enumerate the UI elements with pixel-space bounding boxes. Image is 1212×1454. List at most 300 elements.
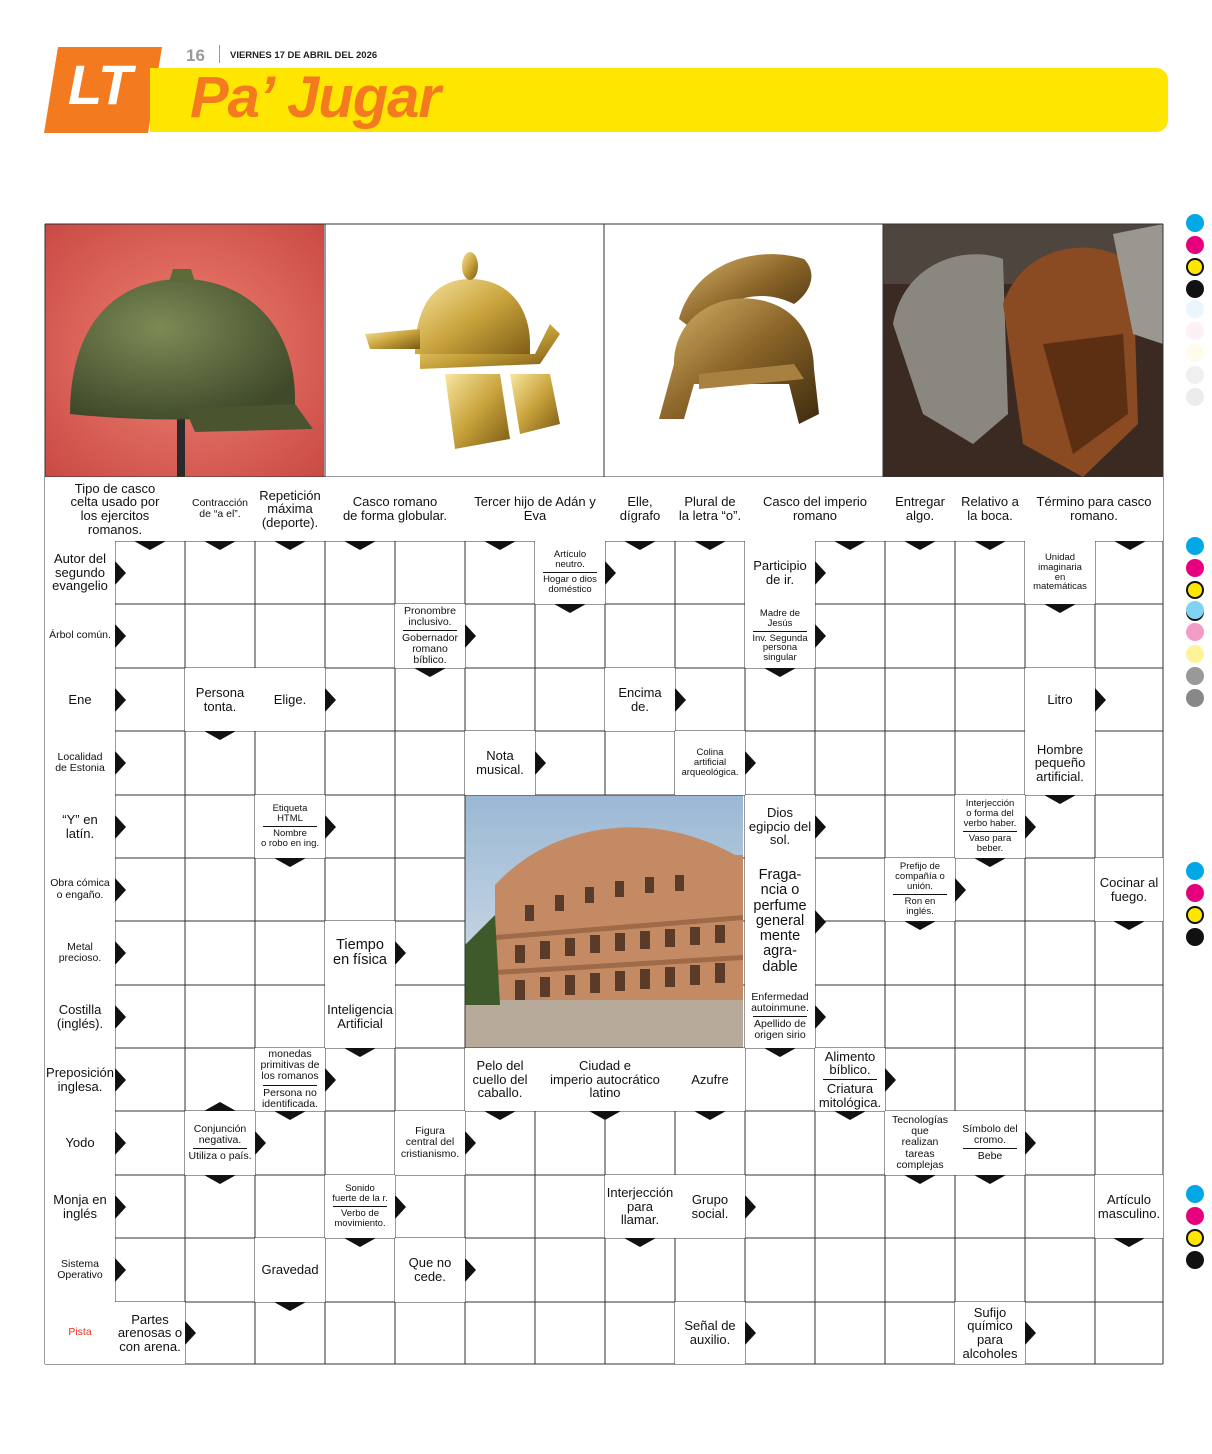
clue-text: neutro. <box>555 559 585 571</box>
arrow-down-icon <box>134 541 166 550</box>
clue-text: o forma del <box>966 808 1014 820</box>
clue-cell <box>45 604 115 668</box>
arrow-right-icon <box>115 1005 126 1029</box>
clue-cell <box>45 1238 115 1302</box>
clue-text: cuello del <box>472 1071 528 1087</box>
clue-text: máxima <box>267 501 313 517</box>
clue-text: general <box>755 912 805 929</box>
issue-date: VIERNES 17 DE ABRIL DEL 2026 <box>230 50 378 61</box>
clue-cell <box>955 477 1025 541</box>
clue-text: Ene <box>68 691 92 707</box>
clue-text: Conjunción <box>193 1122 247 1135</box>
clue-cell <box>605 668 675 731</box>
clue-text: romano <box>792 508 838 523</box>
clue-cell <box>185 668 255 731</box>
clue-text: romano <box>412 643 448 655</box>
clue-text: latino <box>589 1085 621 1101</box>
clue-text: Hombre <box>1036 741 1084 757</box>
clue-text: Etiqueta <box>272 803 308 815</box>
clue-text: Nota <box>486 748 514 764</box>
clue-text: mitológica. <box>818 1094 882 1110</box>
clue-text: Sistema <box>61 1257 99 1270</box>
clue-text: Metal <box>67 940 93 953</box>
clue-text: alcoholes <box>962 1345 1018 1361</box>
clue-text: los ejercitos <box>80 508 150 523</box>
arrow-right-icon <box>815 561 826 585</box>
clue-text: Árbol común. <box>49 629 111 642</box>
arrow-right-icon <box>115 561 126 585</box>
clue-text: negativa. <box>198 1133 242 1146</box>
clue-cell <box>395 1238 465 1302</box>
clue-text: Sufijo <box>973 1304 1007 1320</box>
clue-text: Nombre <box>273 828 307 839</box>
arrow-right-icon <box>115 941 126 965</box>
clue-text: doméstico <box>548 583 592 595</box>
clue-cell <box>1095 858 1163 921</box>
clue-text: Autor del <box>53 551 107 567</box>
clue-text: Madre de <box>759 607 801 619</box>
arrow-down-icon <box>624 1238 656 1247</box>
arrow-down-icon <box>204 541 236 550</box>
clue-text: precioso. <box>58 952 102 964</box>
clue-text: origen sirio <box>754 1029 806 1042</box>
clue-text: cede. <box>414 1269 446 1284</box>
arrow-down-icon <box>1114 541 1146 550</box>
clue-divider <box>753 631 807 632</box>
clue-text: Unidad <box>1044 551 1076 563</box>
arrow-right-icon <box>885 1068 896 1092</box>
arrow-down-icon <box>554 604 586 613</box>
clue-text: ncia o <box>760 882 800 899</box>
clue-cell <box>885 1111 955 1175</box>
arrow-down-icon <box>904 1175 936 1184</box>
arrow-down-icon <box>974 858 1006 867</box>
clue-cell <box>395 1111 465 1175</box>
clue-text: masculino. <box>1097 1205 1161 1221</box>
clue-text: realizan <box>901 1136 939 1149</box>
clue-text: Interjección <box>606 1185 674 1201</box>
arrow-right-icon <box>115 1068 126 1092</box>
arrow-down-icon <box>904 541 936 550</box>
clue-text: tonta. <box>203 698 237 714</box>
arrow-down-icon <box>904 921 936 930</box>
clue-text: romano. <box>1070 508 1118 523</box>
clue-cell <box>395 604 465 668</box>
clue-cell <box>185 477 255 541</box>
clue-text: Que no <box>408 1255 452 1271</box>
clue-text: Persona no <box>263 1086 317 1099</box>
clue-text: monedas <box>268 1048 312 1061</box>
clue-cell <box>465 477 605 541</box>
arrow-right-icon <box>745 1195 756 1219</box>
arrow-down-icon <box>484 1111 516 1120</box>
arrow-right-icon <box>395 941 406 965</box>
clue-text: la letra “o”. <box>678 508 742 523</box>
clue-text: latín. <box>65 825 95 841</box>
clue-text: Gobernador <box>401 631 459 644</box>
arrow-down-icon <box>974 1175 1006 1184</box>
clue-cell <box>255 668 325 731</box>
arrow-down-icon <box>344 541 376 550</box>
arrow-right-icon <box>1025 815 1036 839</box>
clue-text: Operativo <box>57 1269 103 1281</box>
clue-text: Verbo de <box>340 1208 380 1219</box>
clue-text: de ir. <box>765 571 795 587</box>
logo-text: LT <box>68 53 133 116</box>
clue-cell <box>325 1175 395 1238</box>
clue-text: Gravedad <box>261 1262 319 1278</box>
clue-text: Artículo <box>553 549 587 561</box>
arrow-right-icon <box>745 1321 756 1345</box>
clue-cell <box>885 858 955 921</box>
arrow-right-icon <box>115 751 126 775</box>
arrow-down-icon <box>974 541 1006 550</box>
clue-text: Símbolo del <box>962 1122 1018 1135</box>
arrow-right-icon <box>115 1195 126 1219</box>
clue-cell <box>325 921 395 985</box>
arrow-down-icon <box>834 1111 866 1120</box>
clue-divider <box>543 572 597 573</box>
clue-text: musical. <box>476 762 524 777</box>
clue-divider <box>403 630 457 631</box>
clue-cell <box>1025 668 1095 731</box>
clue-text: fuego. <box>1110 888 1148 904</box>
arrow-right-icon <box>745 751 756 775</box>
clue-text: Partes <box>131 1311 169 1327</box>
clue-text: verbo haber. <box>963 818 1017 830</box>
clue-text: en <box>1054 571 1066 583</box>
clue-text: Bebe <box>977 1150 1003 1162</box>
clue-cell <box>45 795 115 858</box>
clue-text: Costilla <box>58 1001 102 1017</box>
clue-divider <box>263 826 317 827</box>
arrow-down-icon <box>274 1111 306 1120</box>
clue-cell <box>325 477 465 541</box>
arrow-right-icon <box>185 1321 196 1345</box>
clue-cell <box>1025 477 1163 541</box>
clue-text: Artificial <box>337 1015 383 1031</box>
arrow-down-icon <box>344 1238 376 1247</box>
clue-divider <box>963 831 1017 832</box>
clue-text: Ron en <box>904 895 936 907</box>
clue-cell <box>675 477 745 541</box>
clue-cell <box>45 668 115 731</box>
clue-text: Prefijo de <box>899 861 941 873</box>
arrow-right-icon <box>1095 688 1106 712</box>
arrow-down-icon <box>274 858 306 867</box>
clue-text: Inteligencia <box>327 1001 393 1017</box>
arrow-down-icon <box>274 1302 306 1311</box>
clue-text: Participio <box>753 557 807 573</box>
clue-cell <box>45 1302 115 1364</box>
clue-text: dígrafo <box>619 508 661 523</box>
clue-text: Tipo de casco <box>74 480 156 496</box>
clue-text: Pelo del <box>476 1058 524 1074</box>
clue-divider <box>753 1016 807 1017</box>
arrow-down-icon <box>414 668 446 677</box>
clue-text: dable <box>762 958 798 975</box>
clue-text: cristianismo. <box>400 1147 460 1160</box>
clue-cell <box>675 1175 745 1238</box>
arrow-right-icon <box>395 1195 406 1219</box>
clue-text: Artículo <box>1106 1191 1152 1207</box>
clue-text: de “a el”. <box>199 508 241 520</box>
clue-text: inclusivo. <box>408 615 452 628</box>
clue-cell <box>255 1048 325 1111</box>
arrow-right-icon <box>675 688 686 712</box>
clue-cell <box>885 477 955 541</box>
clue-text: Monja en <box>53 1191 107 1207</box>
clue-text: caballo. <box>477 1085 523 1101</box>
clue-cell <box>675 1048 745 1111</box>
clue-cell <box>815 1048 885 1111</box>
clue-text: unión. <box>907 881 933 893</box>
clue-text: “Y” en <box>62 811 98 827</box>
clue-text: Repetición <box>259 487 321 503</box>
clue-text: mente <box>759 928 801 945</box>
clue-text: Enfermedad <box>751 990 809 1003</box>
clue-text: matemáticas <box>1033 581 1087 593</box>
clue-text: Obra cómica <box>50 877 110 890</box>
arrow-right-icon <box>115 624 126 648</box>
clue-text: algo. <box>905 508 935 523</box>
arrow-down-icon <box>204 1175 236 1184</box>
arrow-right-icon <box>115 688 126 712</box>
clue-divider <box>263 1085 317 1086</box>
clue-text: Apellido de <box>754 1018 806 1030</box>
clue-divider <box>963 1148 1017 1149</box>
arrow-right-icon <box>815 815 826 839</box>
clue-text: Persona <box>195 684 245 700</box>
clue-text: primitivas de <box>260 1059 320 1072</box>
clue-text: fuerte de la r. <box>332 1193 388 1205</box>
clue-cell <box>255 477 325 541</box>
clue-text: Preposición <box>46 1064 114 1080</box>
arrow-right-icon <box>815 910 826 934</box>
arrow-down-icon <box>274 541 306 550</box>
arrow-right-icon <box>255 1131 266 1155</box>
clue-cell <box>745 604 815 668</box>
clue-text: Sonido <box>345 1183 375 1195</box>
clue-text: o robo en ing. <box>260 837 320 849</box>
clue-text: para <box>976 1332 1004 1347</box>
clue-text: Colina <box>696 747 724 759</box>
clue-cell <box>1025 731 1095 795</box>
clue-text: singular <box>763 652 797 664</box>
clue-text: Inv. Segunda <box>752 632 808 644</box>
clue-text: con arena. <box>119 1338 181 1354</box>
clue-text: segundo <box>55 564 105 580</box>
clue-cell <box>1095 1175 1163 1238</box>
clue-cell <box>465 1048 535 1111</box>
arrow-right-icon <box>325 1068 336 1092</box>
arrow-down-icon <box>484 541 516 550</box>
clue-cell <box>45 1048 115 1111</box>
clue-text: químico <box>967 1318 1013 1334</box>
clue-text: (inglés). <box>56 1015 104 1031</box>
clue-text: Entregar <box>895 494 945 510</box>
clue-text: (deporte). <box>261 514 319 530</box>
clue-text: Encima <box>618 684 662 700</box>
arrow-down-icon <box>764 1048 796 1057</box>
clue-text: arenosas o <box>117 1325 183 1341</box>
clue-text: agra- <box>763 943 797 960</box>
clue-text: Criatura <box>826 1081 874 1096</box>
clue-cell <box>45 477 185 541</box>
clue-text: compañía o <box>895 871 945 883</box>
arrow-up-icon <box>204 1102 236 1111</box>
clue-text: Ciudad e <box>578 1058 632 1074</box>
clue-text: inglesa. <box>57 1078 103 1094</box>
arrow-down-icon <box>1044 795 1076 804</box>
clue-text: Dios <box>766 805 793 821</box>
clue-text: imaginaria <box>1038 561 1082 573</box>
clue-text: en física <box>333 952 387 968</box>
arrow-down-icon <box>694 1111 726 1120</box>
arrow-down-icon <box>624 541 656 550</box>
arrow-right-icon <box>815 1005 826 1029</box>
clue-text: Jesús <box>767 617 793 629</box>
clue-divider <box>193 1148 247 1149</box>
clue-cell <box>745 985 815 1048</box>
clue-text: inglés. <box>906 905 934 917</box>
clue-text: Tecnologías <box>891 1114 949 1127</box>
section-title: Pa’ Jugar <box>190 65 440 130</box>
clue-text: Litro <box>1047 691 1073 707</box>
clue-text: de forma globular. <box>342 508 448 523</box>
clue-cell <box>955 795 1025 858</box>
clue-cell <box>955 1302 1025 1364</box>
clue-text: Casco romano <box>352 494 438 510</box>
clue-text: imperio autocrático <box>550 1071 660 1087</box>
clue-text: movimiento. <box>334 1217 386 1229</box>
clue-cell <box>45 1111 115 1175</box>
arrow-right-icon <box>115 1258 126 1282</box>
clue-cell <box>45 921 115 985</box>
clue-text: bíblico. <box>413 654 447 667</box>
clue-text: Grupo <box>691 1191 729 1207</box>
clue-text: celta usado por <box>70 494 160 510</box>
arrow-right-icon <box>1025 1131 1036 1155</box>
arrow-right-icon <box>115 878 126 902</box>
clue-cell <box>535 541 605 604</box>
clue-cell <box>1025 541 1095 604</box>
clue-text: social. <box>691 1205 729 1221</box>
clue-cell <box>45 985 115 1048</box>
clue-text: autoinmune. <box>751 1001 809 1014</box>
clue-text: Utiliza o país. <box>188 1150 252 1162</box>
clue-text: evangelio <box>52 578 108 594</box>
clue-text: Azufre <box>691 1071 729 1087</box>
arrow-right-icon <box>465 1258 476 1282</box>
clue-text: para <box>626 1198 654 1214</box>
clue-text: Casco del imperio <box>762 494 868 510</box>
clue-cell <box>745 477 885 541</box>
clue-cell <box>745 541 815 604</box>
arrow-down-icon <box>834 541 866 550</box>
clue-cell <box>745 795 815 858</box>
clue-text: Término para casco <box>1036 494 1152 510</box>
clue-text: llamar. <box>620 1212 660 1228</box>
clue-text: Cocinar al <box>1099 874 1159 890</box>
arrow-right-icon <box>605 561 616 585</box>
clue-text: auxilio. <box>689 1332 731 1347</box>
clue-text: que <box>911 1125 929 1138</box>
clue-text: beber. <box>976 842 1004 854</box>
clue-cell <box>675 1302 745 1364</box>
clue-text: Alimento <box>824 1048 876 1064</box>
clue-text: Señal de <box>684 1318 736 1334</box>
clue-text: romanos. <box>87 521 143 537</box>
clue-text: Hogar o dios <box>543 574 597 585</box>
clue-text: Figura <box>415 1125 445 1138</box>
clue-text: la boca. <box>967 508 1013 523</box>
clue-text: Elle, <box>627 494 653 510</box>
clue-text: Yodo <box>65 1135 95 1151</box>
clue-text: HTML <box>277 813 303 825</box>
clue-text: Fraga- <box>758 867 802 884</box>
clue-text: inglés <box>63 1205 97 1221</box>
arrow-down-icon <box>1044 604 1076 613</box>
clue-text: central del <box>405 1136 455 1149</box>
clue-text: sol. <box>769 832 791 848</box>
arrow-down-icon <box>1113 921 1145 930</box>
arrow-right-icon <box>325 815 336 839</box>
clue-text: Pista <box>68 1326 92 1339</box>
clue-cell <box>745 858 815 985</box>
clue-cell <box>605 1175 675 1238</box>
clue-text: Tercer hijo de Adán y <box>474 494 596 510</box>
arrow-right-icon <box>115 1131 126 1155</box>
clue-cell <box>45 731 115 795</box>
clue-divider <box>893 894 947 895</box>
clue-text: complejas <box>896 1158 944 1171</box>
clue-text: Contracción <box>191 496 249 509</box>
arrow-right-icon <box>325 688 336 712</box>
clue-cell <box>325 985 395 1048</box>
clue-cell <box>605 477 675 541</box>
arrow-right-icon <box>1025 1321 1036 1345</box>
clue-text: Elige. <box>273 691 307 707</box>
clue-text: de. <box>630 698 650 714</box>
clue-text: Pronombre <box>404 604 456 617</box>
clue-cell <box>45 858 115 921</box>
clue-cell <box>45 1175 115 1238</box>
arrow-right-icon <box>535 751 546 775</box>
clue-text: egipcio del <box>748 818 812 834</box>
clue-cell <box>45 541 115 604</box>
clue-cell <box>115 1302 185 1364</box>
clue-text: artificial. <box>1036 768 1084 784</box>
page-number: 16 <box>186 46 205 65</box>
clue-text: arqueológica. <box>681 766 739 778</box>
arrow-right-icon <box>815 624 826 648</box>
clue-text: Eva <box>523 508 547 523</box>
clue-cell <box>955 1111 1025 1175</box>
clue-cell <box>255 795 325 858</box>
clue-text: Localidad <box>57 750 103 763</box>
arrow-right-icon <box>115 815 126 839</box>
arrow-down-icon <box>344 1048 376 1057</box>
clue-text: o engaño. <box>56 888 104 901</box>
clue-text: persona <box>762 642 798 654</box>
arrow-down-icon <box>694 541 726 550</box>
clue-divider <box>823 1079 877 1080</box>
clue-text: artificial <box>693 757 727 769</box>
clue-text: Interjección <box>965 798 1015 810</box>
clue-text: de Estonia <box>55 762 105 774</box>
arrow-down-icon <box>1113 1238 1145 1247</box>
